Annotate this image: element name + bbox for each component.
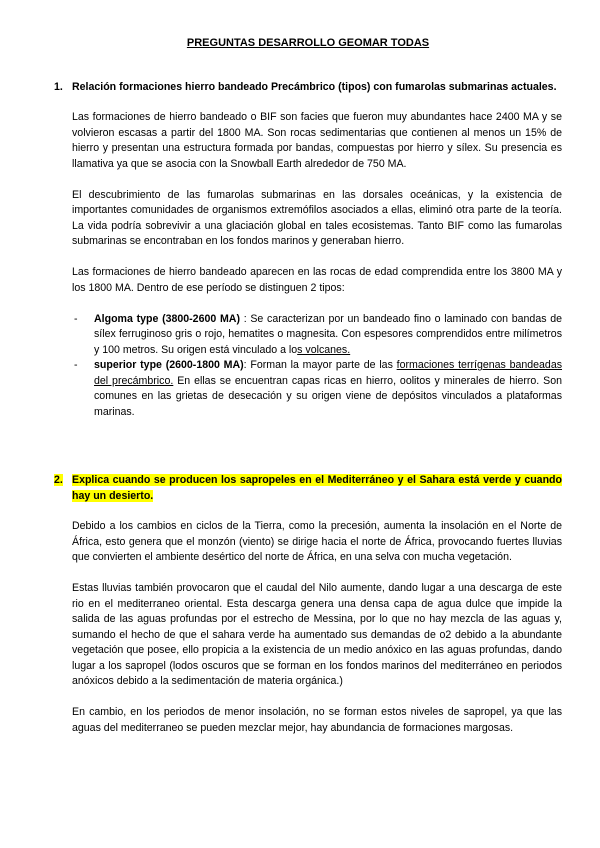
- bif-types-list: [72, 312, 562, 421]
- underlined-text: s volcanes.: [297, 343, 351, 356]
- paragraph: Las formaciones de hierro bandeado aparecen en las rocas de edad comprendida entre los 3800 MA y los 1800 MA. Dentro de ese período se distinguen 2 tipos:: [72, 266, 562, 294]
- question-text: Relación formaciones hierro bandeado Precámbrico (tipos) con fumarolas submarinas actuales.: [72, 80, 557, 93]
- list-item-text: [94, 312, 562, 359]
- question-number: [54, 473, 72, 504]
- type-description: : Se caracterizan por un bandeado fino o laminado con bandas de sílex ferruginoso gris o rojo, hematites o magnesita. Con espesores comprendidos entre milímetros y 100 metros. Su origen está vinculado a lo: [94, 312, 563, 356]
- paragraph: Las formaciones de hierro bandeado o BIF son facies que fueron muy abundantes hace 2400 MA y se volvieron escasas a partir del 1800 MA. Son rocas sedimentarias que contienen al menos un 15% de hierro y presentan una estructura formada por bandas, compuestas por hierro y sílex. Su presencia es llamativa ya que se asocia con la Snowball Earth alrededor de 750 MA.: [72, 111, 562, 170]
- type-description: : Forman la mayor parte de las: [243, 359, 397, 371]
- paragraph: Estas lluvias también provocaron que el caudal del Nilo aumente, dando lugar a una descarga de este rio en el mediterraneo oriental. Esta descarga genera una densa capa de agua dulce que impide la salida de las aguas profundas por el estrecho de Messina, por lo que no hay mezcla de las aguas y, sumando el hecho de que el sahara verde ha aumentado sus demandas de o2 debido a la abundante vegetación que posee, ello propicia a la existencia de un medio anóxico en las aguas profundas, dando lugar a los sapropel (lodos oscuros que se forman en los fondos marinos del mediterráneo en periodos anóxicos debido a la sedimentación de materia orgánica.): [72, 582, 562, 687]
- question-number: 1.: [54, 80, 63, 93]
- type-name: Algoma type (3800-2600 MA): [94, 312, 240, 325]
- question-1-heading: [54, 80, 562, 96]
- question-text: [72, 473, 562, 504]
- list-item: [72, 312, 562, 359]
- paragraph: El descubrimiento de las fumarolas submarinas en las dorsales oceánicas, y la existencia de importantes comunidades de organismos extremófilos asociados a ellas, eliminó otra parte de la teoría. La vida podría sobrevivir a una glaciación global en tales ecosistemas. Tanto BIF como las fumarolas submarinas se encontraban en los fondos marinos y generaban hierro.: [72, 188, 562, 247]
- underlined-text: formaciones terrígenas bandeadas del precámbrico.: [94, 359, 563, 387]
- paragraph: Debido a los cambios en ciclos de la Tierra, como la precesión, aumenta la insolación en el Norte de África, esto genera que el monzón (viento) se dirige hacia el norte de África, provocando fuertes lluvias que convierten el ambiente desértico del norte de África, en una selva con mucha vegetación.: [72, 520, 562, 563]
- question-2-heading: [54, 473, 562, 504]
- list-item: [72, 358, 562, 420]
- spacer: [54, 420, 562, 473]
- highlighted-text: 2.: [54, 474, 63, 486]
- highlighted-text: Explica cuando se producen los sapropeles en el Mediterráneo y el Sahara está verde y cuando hay un desierto.: [72, 474, 562, 502]
- list-item-text: [94, 358, 562, 420]
- paragraph: En cambio, en los periodos de menor insolación, no se forman estos niveles de sapropel, ya que las aguas del mediterraneo se pueden mezclar mejor, hay abundancia de formaciones margosas.: [72, 706, 562, 734]
- type-name: superior type (2600-1800 MA): [94, 359, 244, 371]
- list-dash: -: [74, 359, 78, 371]
- list-dash: -: [74, 312, 78, 325]
- type-description-rest: En ellas se encuentran capas ricas en hierro, oolitos y minerales de hierro. Son comunes en las grietas de desecación y su origen viene de depósitos vinculados a plataformas marinas.: [94, 374, 563, 418]
- document-title: PREGUNTAS DESARROLLO GEOMAR TODAS: [186, 37, 430, 49]
